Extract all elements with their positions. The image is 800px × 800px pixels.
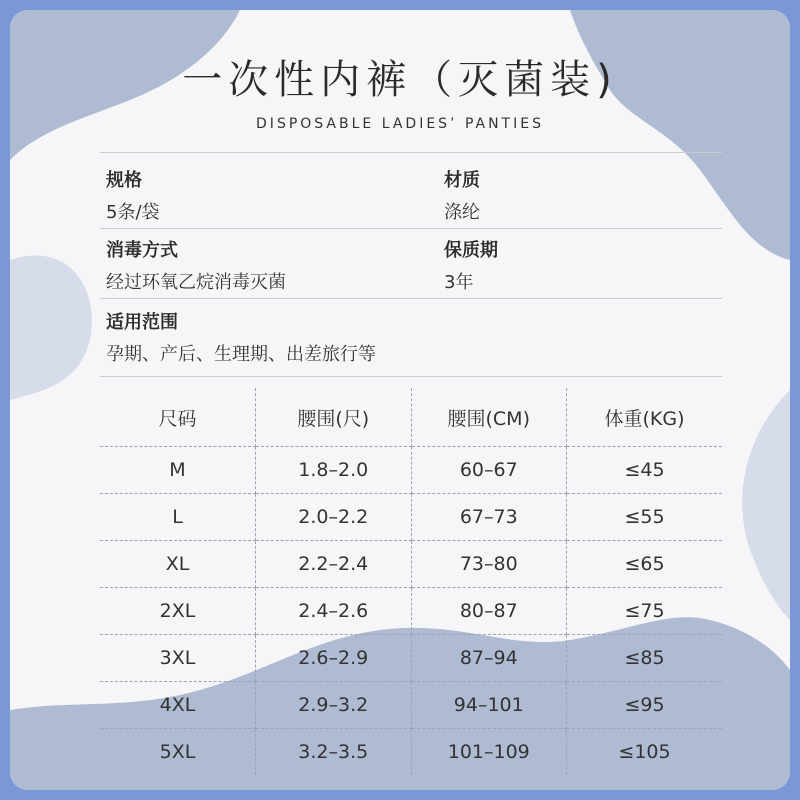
divider	[100, 376, 722, 377]
cell-waist-cm: 87–94	[411, 635, 567, 682]
cell-size: 3XL	[100, 635, 256, 682]
table-row	[100, 635, 722, 682]
cell-size: 2XL	[100, 588, 256, 635]
col-header-waist-chi: 腰围(尺)	[256, 388, 412, 447]
spec-label-baozhiqi: 保质期	[444, 240, 498, 261]
cell-weight: ≤45	[567, 447, 723, 494]
col-header-weight: 体重(KG)	[567, 388, 723, 447]
cell-waist-cm: 80–87	[411, 588, 567, 635]
page-title: 一次性内裤（灭菌装)	[182, 57, 618, 103]
cell-weight: ≤75	[567, 588, 723, 635]
cell-weight: ≤95	[567, 682, 723, 729]
table-row	[100, 682, 722, 729]
table-header-row	[100, 388, 722, 447]
divider	[100, 298, 722, 299]
spec-label-xiaodu: 消毒方式	[106, 240, 178, 261]
spec-label-guige: 规格	[106, 170, 142, 191]
spec-value-guige: 5条/袋	[106, 202, 160, 223]
spec-value-baozhiqi: 3年	[444, 272, 474, 293]
spec-value-caizhi: 涤纶	[444, 202, 480, 223]
page-subtitle: DISPOSABLE LADIES’ PANTIES	[256, 116, 544, 132]
table-row	[100, 541, 722, 588]
cell-weight: ≤55	[567, 494, 723, 541]
cell-size: L	[100, 494, 256, 541]
cell-waist-chi: 2.2–2.4	[256, 541, 412, 588]
product-card	[10, 10, 790, 790]
col-header-size: 尺码	[100, 388, 256, 447]
table-row	[100, 447, 722, 494]
cell-weight: ≤85	[567, 635, 723, 682]
size-table	[100, 388, 722, 775]
cell-waist-chi: 1.8–2.0	[256, 447, 412, 494]
cell-size: M	[100, 447, 256, 494]
cell-waist-chi: 2.4–2.6	[256, 588, 412, 635]
cell-waist-cm: 60–67	[411, 447, 567, 494]
spec-label-shiyong: 适用范围	[106, 312, 178, 333]
spec-value-shiyong: 孕期、产后、生理期、出差旅行等	[106, 344, 376, 365]
cell-waist-chi: 3.2–3.5	[256, 729, 412, 776]
col-header-waist-cm: 腰围(CM)	[411, 388, 567, 447]
cell-size: XL	[100, 541, 256, 588]
mid-left-blob	[10, 255, 92, 400]
cell-waist-cm: 73–80	[411, 541, 567, 588]
cell-waist-chi: 2.0–2.2	[256, 494, 412, 541]
cell-waist-cm: 101–109	[411, 729, 567, 776]
cell-waist-chi: 2.9–3.2	[256, 682, 412, 729]
cell-size: 4XL	[100, 682, 256, 729]
table-row	[100, 729, 722, 776]
table-row	[100, 588, 722, 635]
table-row	[100, 494, 722, 541]
right-side-blob	[742, 390, 790, 620]
divider	[100, 152, 722, 153]
spec-label-caizhi: 材质	[444, 170, 480, 191]
cell-size: 5XL	[100, 729, 256, 776]
spec-value-xiaodu: 经过环氧乙烷消毒灭菌	[106, 272, 286, 293]
cell-waist-cm: 67–73	[411, 494, 567, 541]
cell-waist-cm: 94–101	[411, 682, 567, 729]
divider	[100, 228, 722, 229]
cell-weight: ≤105	[618, 741, 671, 763]
cell-waist-chi: 2.6–2.9	[256, 635, 412, 682]
cell-weight: ≤65	[567, 541, 723, 588]
